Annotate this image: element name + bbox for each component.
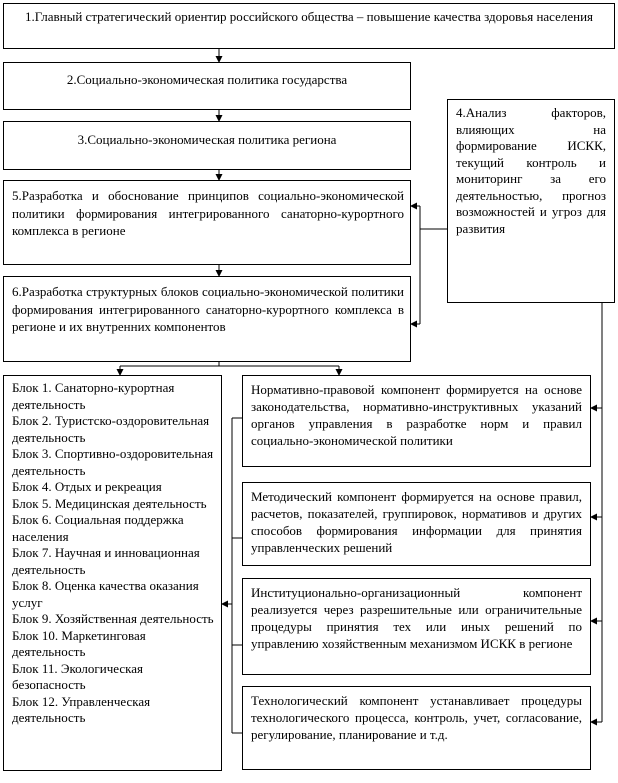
box-state-policy [3,62,411,110]
list-item-block-11: Блок 11. Экологическая безопасность [12,660,143,692]
box-factor-analysis-text: 4.Анализ факторов, влияющих на формирование ИСКК, текущий контроль и мониторинг за его деятельностью, прогноз возможностей и угроз для развития [456,105,606,236]
box-principles-development [3,180,411,265]
list-item-block-5: Блок 5. Медицинская деятельность [12,495,207,511]
box-technological-component [242,686,591,770]
box-structural-blocks-text: 6.Разработка структурных блоков социально-экономической политики формирования интегрированного санаторно-курортного комплекса в регионе и их внутренних компонентов [12,284,404,334]
box-institutional-component [242,578,591,675]
list-item-block-2: Блок 2. Туристско-оздоровительная деятельность [12,413,210,445]
list-item-block-4: Блок 4. Отдых и рекреация [12,479,162,494]
box-methodical-component-text: Методический компонент формируется на основе правил, расчетов, показателей, группировок, нормативов и других способов формирования информации для принятия управленческих решений [251,489,582,555]
box-factor-analysis [447,99,615,303]
box-technological-component-text: Технологический компонент устанавливает процедуры технологического процесса, контроль, учет, согласование, регулирование, планирование и т.д. [251,693,582,742]
list-item-block-3: Блок 3. Спортивно-оздоровительная деятельность [12,446,214,478]
box-strategic-goal [3,3,615,49]
list-item-block-1: Блок 1. Санаторно-курортная деятельность [12,380,175,412]
box-principles-development-text: 5.Разработка и обоснование принципов социально-экономической политики формирования интегрированного санаторно-курортного комплекса в регионе [12,188,404,238]
list-item-block-7: Блок 7. Научная и инновационная деятельность [12,545,200,577]
list-item-block-12: Блок 12. Управленческая деятельность [12,693,151,725]
box-blocks-list [3,375,222,771]
box-state-policy-text: 2.Социально-экономическая политика государства [66,72,348,87]
box-normative-component-text: Нормативно-правовой компонент формируется на основе законодательства, нормативно-инструктивных указаний органов управления в разработке норм и правил социально-экономической политики [251,382,582,448]
list-item-block-9: Блок 9. Хозяйственная деятельность [12,611,214,626]
box-methodical-component [242,482,591,566]
box-regional-policy-text: 3.Социально-экономическая политика региона [77,132,337,147]
box-strategic-goal-text: 1.Главный стратегический ориентир российского общества – повышение качества здоровья населения [24,9,594,24]
box-normative-component [242,375,591,467]
list-item-block-6: Блок 6. Социальная поддержка населения [12,512,184,544]
list-item-block-10: Блок 10. Маркетинговая деятельность [12,627,146,659]
list-item-block-8: Блок 8. Оценка качества оказания услуг [12,578,199,610]
box-structural-blocks [3,276,411,362]
box-institutional-component-text: Институционально-организационный компонент реализуется через разрешительные или ограничительные процедуры принятия тех или иных решений по управлению хозяйственным механизмом ИСКК в регионе [251,585,582,651]
box-regional-policy [3,121,411,170]
